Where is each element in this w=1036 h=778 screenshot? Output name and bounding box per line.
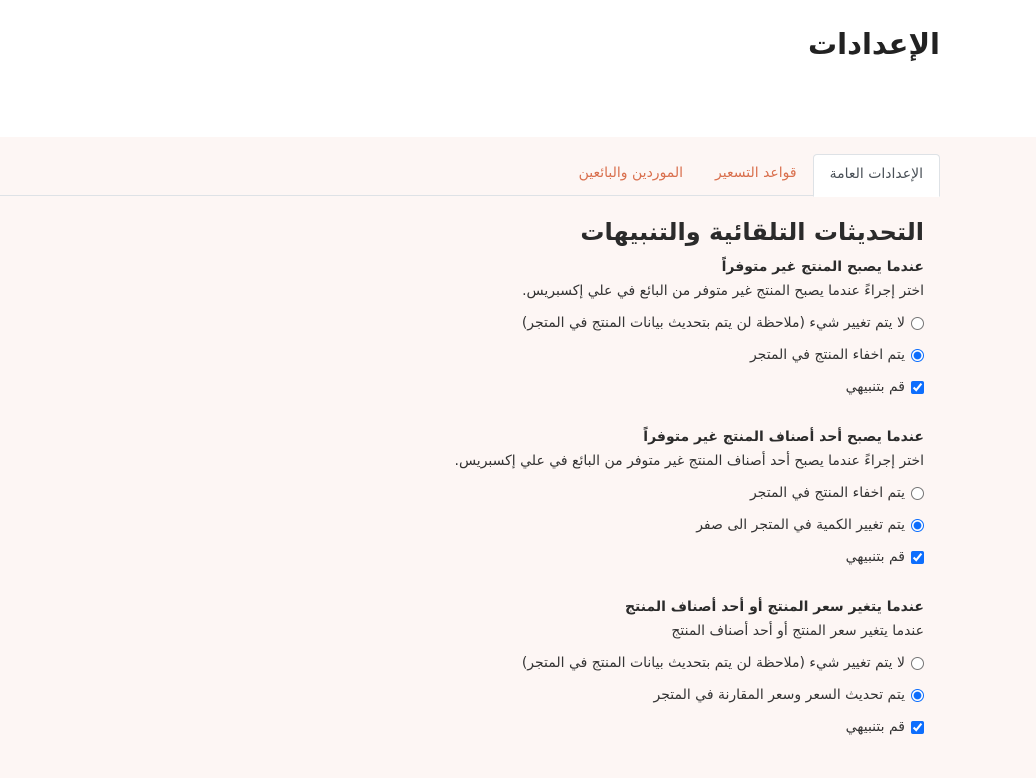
option-no-change[interactable] [304, 307, 924, 339]
option-label: لا يتم تغيير شيء (ملاحظة لن يتم بتحديث بيانات المنتج في المتجر) [521, 315, 905, 331]
option-hide-product[interactable] [304, 339, 924, 371]
radio-hide-product[interactable] [911, 487, 924, 500]
option-label: لا يتم تغيير شيء (ملاحظة لن يتم بتحديث بيانات المنتج في المتجر) [521, 655, 905, 671]
settings-panel [0, 137, 1036, 778]
page-header [0, 0, 1036, 137]
option-label: يتم اخفاء المنتج في المتجر [749, 485, 905, 501]
option-set-quantity-zero[interactable] [304, 509, 924, 541]
page-title-text: الإعدادات [807, 27, 940, 61]
checkbox-notify-me[interactable] [911, 551, 924, 564]
option-label: يتم تحديث السعر وسعر المقارنة في المتجر [653, 687, 905, 703]
tab-pricing-rules[interactable]: قواعد التسعير [715, 165, 797, 181]
group-title: عندما يصبح المنتج غير متوفراً [721, 259, 924, 275]
option-label: قم بتنبيهي [845, 549, 905, 565]
group-price-change [304, 595, 924, 743]
option-notify-me[interactable] [304, 371, 924, 403]
group-description: اختر إجراءً عندما يصبح المنتج غير متوفر من البائع في علي إكسبريس. [522, 283, 924, 299]
group-variant-unavailable [304, 425, 924, 573]
option-update-price[interactable] [304, 679, 924, 711]
checkbox-notify-me[interactable] [911, 381, 924, 394]
option-no-change[interactable] [304, 647, 924, 679]
tab-suppliers-sellers[interactable]: الموردين والبائعين [578, 165, 684, 181]
settings-content [304, 215, 924, 765]
section-title: التحديثات التلقائية والتنبيهات [580, 218, 924, 246]
group-description: اختر إجراءً عندما يصبح أحد أصناف المنتج غير متوفر من البائع في علي إكسبريس. [454, 453, 924, 469]
option-label: قم بتنبيهي [845, 379, 905, 395]
group-product-unavailable [304, 255, 924, 403]
option-label: يتم اخفاء المنتج في المتجر [749, 347, 905, 363]
group-title: عندما يتغير سعر المنتج أو أحد أصناف المنتج [624, 599, 924, 615]
radio-set-quantity-zero[interactable] [911, 519, 924, 532]
page-title [808, 26, 940, 62]
group-description: عندما يتغير سعر المنتج أو أحد أصناف المنتج [671, 623, 924, 639]
settings-tabs [0, 154, 940, 196]
option-notify-me[interactable] [304, 541, 924, 573]
option-label: قم بتنبيهي [845, 719, 905, 735]
radio-no-change[interactable] [911, 317, 924, 330]
tab-general-settings[interactable]: الإعدادات العامة [813, 154, 940, 197]
option-label: يتم تغيير الكمية في المتجر الى صفر [696, 517, 905, 533]
option-hide-product[interactable] [304, 477, 924, 509]
group-title: عندما يصبح أحد أصناف المنتج غير متوفراً [643, 429, 924, 445]
option-notify-me[interactable] [304, 711, 924, 743]
radio-no-change[interactable] [911, 657, 924, 670]
radio-update-price[interactable] [911, 689, 924, 702]
checkbox-notify-me[interactable] [911, 721, 924, 734]
radio-hide-product[interactable] [911, 349, 924, 362]
